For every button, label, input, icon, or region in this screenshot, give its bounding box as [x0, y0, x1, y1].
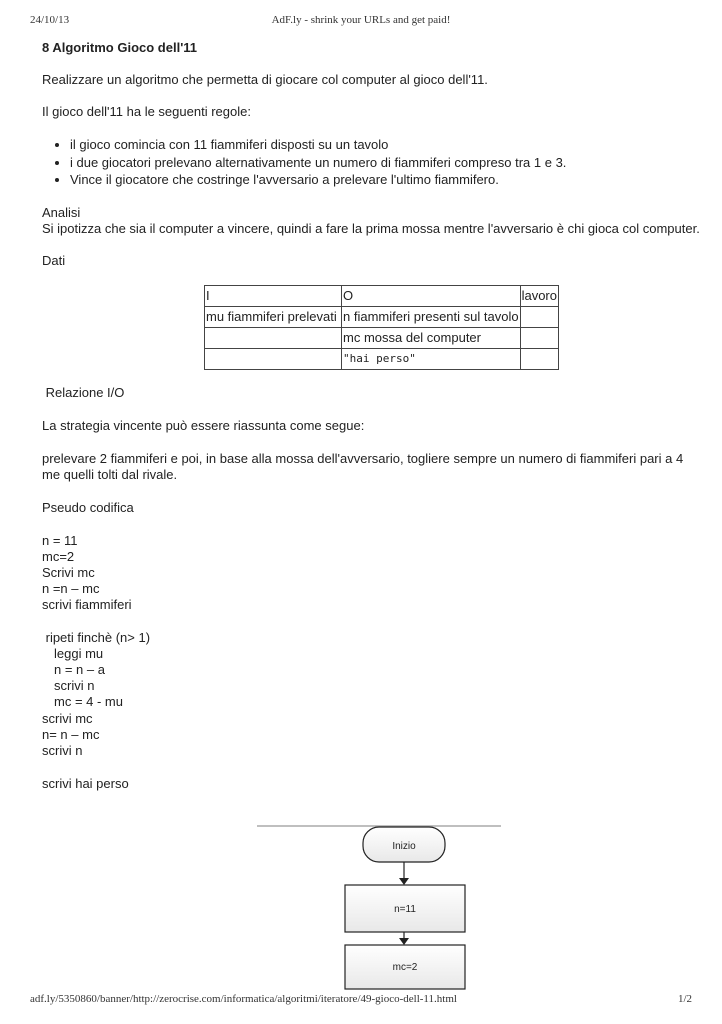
- table-row: [205, 327, 559, 348]
- flow-node-label: mc=2: [392, 962, 418, 973]
- table-header-cell: lavoro: [520, 285, 558, 306]
- flow-arrowhead: [399, 938, 409, 945]
- page-number: 1/2: [677, 993, 692, 1005]
- code-line-final: scrivi hai perso: [42, 776, 129, 792]
- code-line: n = 11: [42, 532, 78, 548]
- rules-intro: Il gioco dell'11 ha le seguenti regole:: [42, 104, 251, 119]
- flow-node-label: n=11: [394, 904, 416, 915]
- io-table-wrapper: [204, 285, 702, 370]
- table-header-cell: I: [205, 285, 342, 306]
- flow-node-label: Inizio: [392, 841, 416, 852]
- print-title: AdF.ly - shrink your URLs and get paid!: [271, 14, 451, 26]
- table-row: [205, 306, 559, 327]
- print-url: adf.ly/5350860/banner/http://zerocrise.com/informatica/algoritmi/iteratore/49-gioco-dell-11.html: [30, 993, 457, 1005]
- table-cell: [205, 327, 342, 348]
- table-header-cell: O: [342, 285, 521, 306]
- flow-node-mc2: [345, 945, 465, 989]
- code-line: n= n – mc: [42, 726, 100, 742]
- table-cell: "hai perso": [342, 348, 521, 369]
- table-cell: [520, 306, 558, 327]
- table-cell: mc mossa del computer: [342, 327, 521, 348]
- loop-header: ripeti finchè (n> 1): [42, 629, 151, 645]
- code-line: mc=2: [42, 548, 75, 564]
- flow-arrowhead: [399, 878, 409, 885]
- pseudo-label: Pseudo codifica: [42, 499, 134, 515]
- flowchart: [257, 825, 501, 990]
- code-line: mc = 4 - mu: [54, 694, 123, 710]
- code-line: n =n – mc: [42, 581, 100, 597]
- rule-item: • i due giocatori prelevano alternativamente un numero di fiammiferi compreso tra 1 e 3.: [70, 154, 702, 172]
- rule-item: • Vince il giocatore che costringe l'avversario a prelevare l'ultimo fiammifero.: [70, 171, 702, 189]
- intro-paragraph: Realizzare un algoritmo che permetta di giocare col computer al gioco dell'11.: [42, 72, 488, 87]
- table-cell: n fiammiferi presenti sul tavolo: [342, 306, 521, 327]
- table-cell: [520, 327, 558, 348]
- table-cell: [205, 348, 342, 369]
- strategy-intro: La strategia vincente può essere riassunta come segue:: [42, 417, 365, 433]
- print-footer: [0, 993, 722, 1007]
- analisi-text: Si ipotizza che sia il computer a vincere, quindi a fare la prima mossa mentre l'avversario è chi gioca col computer.: [42, 220, 700, 236]
- flow-node-n11: [345, 885, 465, 932]
- document-content: [42, 40, 702, 792]
- print-date: 24/10/13: [30, 14, 70, 26]
- code-line: scrivi fiammiferi: [42, 597, 132, 613]
- code-line: scrivi mc: [42, 710, 93, 726]
- page-title: 8 Algoritmo Gioco dell'11: [42, 40, 198, 55]
- table-cell: mu fiammiferi prelevati: [205, 306, 342, 327]
- table-cell: [520, 348, 558, 369]
- code-line: scrivi n: [42, 742, 83, 758]
- table-row: [205, 348, 559, 369]
- flow-node-inizio: [363, 827, 445, 862]
- table-header-row: [205, 285, 559, 306]
- dati-label: Dati: [42, 252, 66, 268]
- io-table: [204, 285, 559, 370]
- print-header: [0, 14, 722, 28]
- rule-item: • il gioco comincia con 11 fiammiferi disposti su un tavolo: [70, 136, 702, 154]
- relazione-label: Relazione I/O: [42, 384, 125, 400]
- code-line: n = n – a: [54, 661, 105, 677]
- code-line: Scrivi mc: [42, 564, 95, 580]
- pseudo-code: [42, 533, 702, 793]
- code-line: leggi mu: [54, 645, 104, 661]
- strategy-text: prelevare 2 fiammiferi e poi, in base alla mossa dell'avversario, togliere sempre un numero di fiammiferi pari a 4 me quelli tolti dal rivale.: [42, 450, 684, 482]
- rules-list: [42, 136, 702, 189]
- analisi-label: Analisi: [42, 204, 81, 220]
- code-line: scrivi n: [54, 678, 95, 694]
